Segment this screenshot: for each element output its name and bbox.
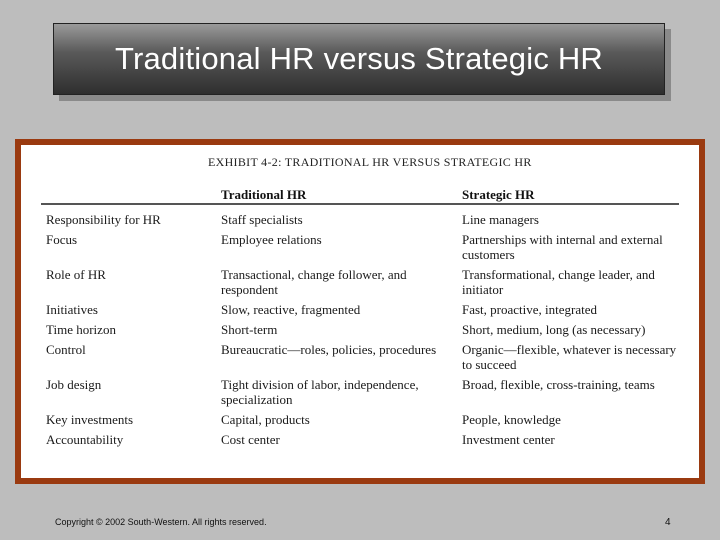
row-aspect: Job design: [46, 377, 102, 392]
exhibit-table: [21, 145, 699, 478]
row-traditional: Slow, reactive, fragmented: [221, 302, 361, 317]
row-strategic: Transformational, change leader, and initiator: [462, 267, 655, 297]
row-aspect: Accountability: [46, 432, 124, 447]
row-traditional: Staff specialists: [221, 212, 303, 227]
exhibit-frame: [15, 139, 705, 484]
row-aspect: Key investments: [46, 412, 134, 427]
row-traditional: Transactional, change follower, and respondent: [221, 267, 407, 297]
exhibit-title: EXHIBIT 4-2: TRADITIONAL HR VERSUS STRATEGIC HR: [208, 155, 532, 169]
row-traditional: Cost center: [221, 432, 280, 447]
column-header-strategic: Strategic HR: [462, 187, 535, 202]
row-aspect: Role of HR: [46, 267, 106, 282]
row-aspect: Initiatives: [46, 302, 98, 317]
footer-copyright: Copyright © 2002 South-Western. All rights reserved.: [55, 517, 267, 527]
row-strategic: Line managers: [462, 212, 539, 227]
row-aspect: Control: [46, 342, 86, 357]
row-traditional: Tight division of labor, independence, specialization: [221, 377, 419, 407]
slide-title-box: [53, 23, 665, 95]
row-traditional: Capital, products: [221, 412, 310, 427]
page-number: 4: [665, 517, 671, 528]
row-traditional: Employee relations: [221, 232, 322, 247]
row-aspect: Focus: [46, 232, 78, 247]
row-strategic: Partnerships with internal and external customers: [462, 232, 663, 262]
row-aspect: Responsibility for HR: [46, 212, 161, 227]
row-traditional: Bureaucratic—roles, policies, procedures: [221, 342, 437, 357]
column-header-traditional: Traditional HR: [221, 187, 307, 202]
header-rule: [41, 203, 679, 205]
row-traditional: Short-term: [221, 322, 278, 337]
row-strategic: Fast, proactive, integrated: [462, 302, 598, 317]
row-strategic: Organic—flexible, whatever is necessary to succeed: [462, 342, 677, 372]
slide-title: Traditional HR versus Strategic HR: [114, 41, 604, 76]
row-aspect: Time horizon: [46, 322, 116, 337]
row-strategic: People, knowledge: [462, 412, 561, 427]
row-strategic: Investment center: [462, 432, 555, 447]
row-strategic: Short, medium, long (as necessary): [462, 322, 646, 337]
row-strategic: Broad, flexible, cross-training, teams: [462, 377, 655, 392]
